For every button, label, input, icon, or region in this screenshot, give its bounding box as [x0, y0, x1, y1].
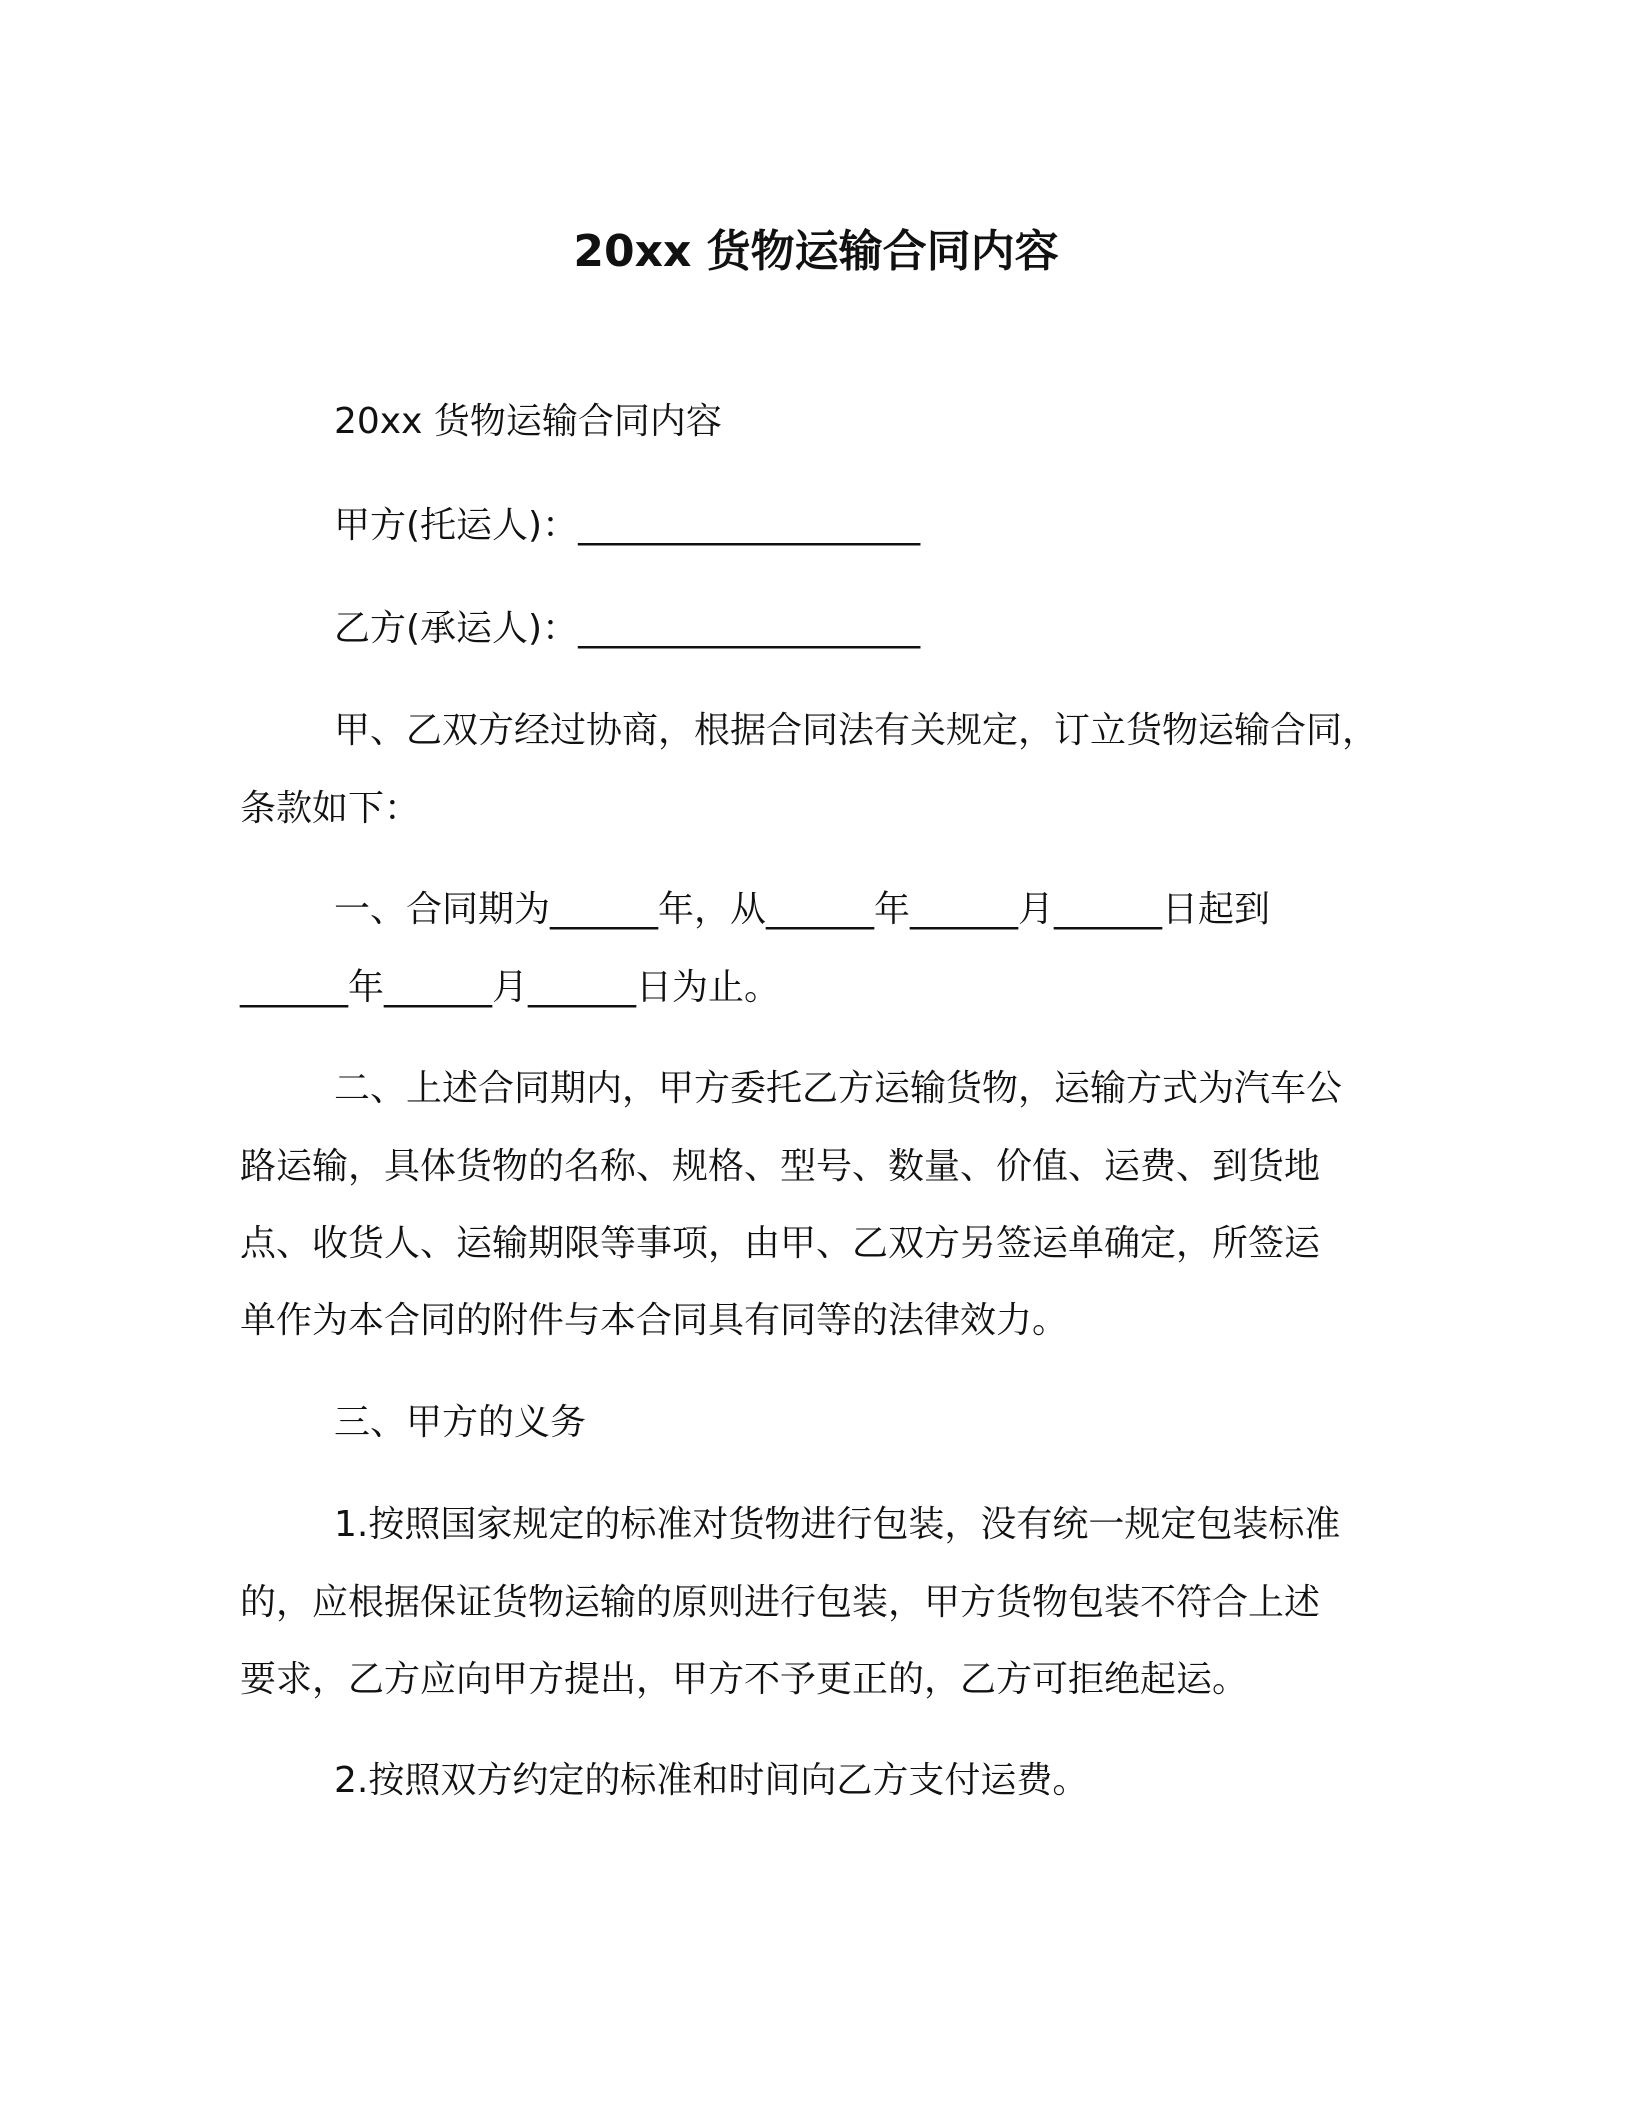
item-1-line-2: 的，应根据保证货物运输的原则进行包装，甲方货物包装不符合上述 [240, 1582, 1321, 1623]
section-3-heading: 三、甲方的义务 [334, 1402, 587, 1443]
item-1-line-1: 1.按照国家规定的标准对货物进行包装，没有统一规定包装标准 [334, 1504, 1341, 1545]
document-subtitle: 20xx 货物运输合同内容 [334, 401, 722, 442]
item-2-line: 2.按照双方约定的标准和时间向乙方支付运费。 [334, 1760, 1089, 1801]
clause-2-line-3: 点、收货人、运输期限等事项，由甲、乙双方另签运单确定，所签运 [240, 1223, 1321, 1264]
preamble-line-2: 条款如下： [240, 788, 421, 829]
clause-1-line-1: 一、合同期为______年，从______年______月______日起到 [334, 889, 1271, 930]
item-1-line-3: 要求，乙方应向甲方提出，甲方不予更正的，乙方可拒绝起运。 [240, 1659, 1249, 1700]
clause-1-line-2: ______年______月______日为止。 [240, 967, 781, 1008]
party-a-line: 甲方(托运人)：___________________ [334, 505, 921, 546]
clause-2-line-4: 单作为本合同的附件与本合同具有同等的法律效力。 [240, 1300, 1069, 1341]
clause-2-line-2: 路运输，具体货物的名称、规格、型号、数量、价值、运费、到货地 [240, 1146, 1321, 1187]
party-b-line: 乙方(承运人)：___________________ [334, 608, 921, 649]
clause-2-line-1: 二、上述合同期内，甲方委托乙方运输货物，运输方式为汽车公 [334, 1068, 1343, 1109]
document-title: 20xx 货物运输合同内容 [573, 226, 1059, 277]
preamble-line-1: 甲、乙双方经过协商，根据合同法有关规定，订立货物运输合同， [334, 710, 1379, 751]
